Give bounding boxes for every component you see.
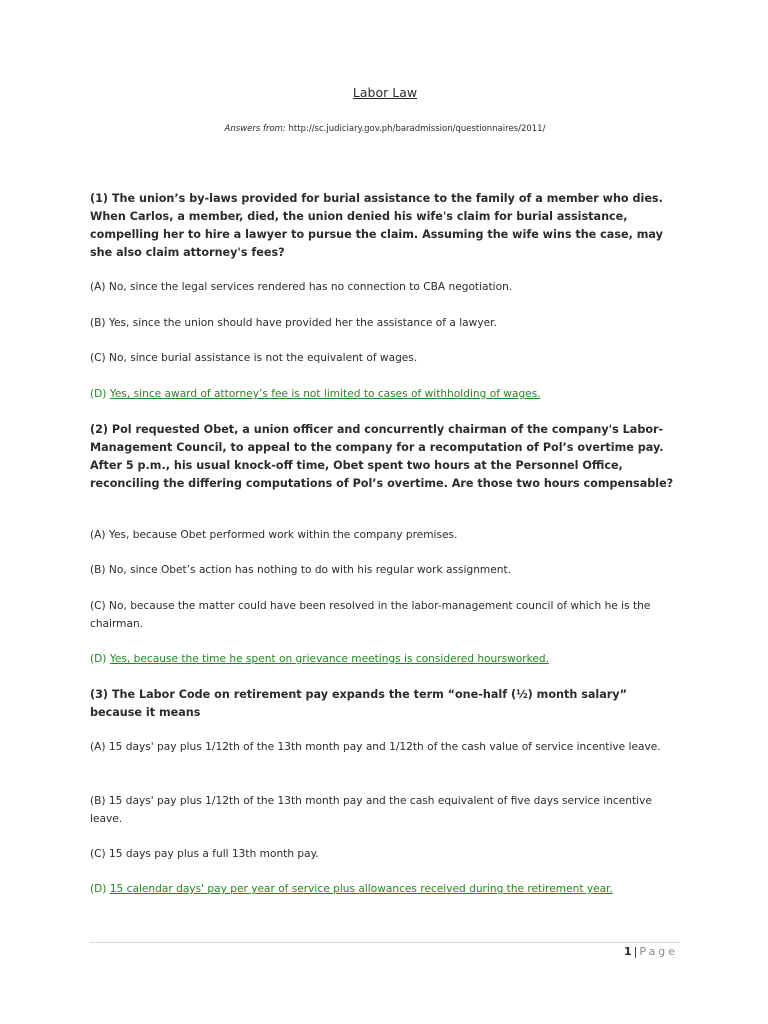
question-1-option-b	[90, 315, 680, 333]
page-number: 1	[623, 945, 632, 958]
question-1-option-a	[90, 279, 680, 297]
question-2-option-d-answer	[90, 651, 680, 669]
option-text: No, since Obet’s action has nothing to do with his regular work assignment.	[108, 564, 512, 576]
question-2-option-b	[90, 562, 680, 580]
option-letter: (D)	[90, 653, 107, 665]
page-word: Page	[639, 945, 678, 958]
question-3-option-a	[90, 739, 680, 757]
option-text: No, since burial assistance is not the equivalent of wages.	[109, 352, 418, 364]
page-footer	[624, 945, 678, 958]
option-letter: (B)	[90, 564, 106, 576]
option-letter: (D)	[90, 388, 107, 400]
option-letter: (A)	[90, 281, 106, 293]
question-2: (2) Pol requested Obet, a union officer and concurrently chairman of the company's Labor-Management Council, to appeal to the company for a recomputation of Pol’s overtime pay. After 5 p.m., his usual knock-off time, Obet spent two hours at the Personnel Office, reconciling the differing computations of Pol’s overtime. Are those two hours compensable?	[90, 423, 674, 490]
question-1: (1) The union’s by-laws provided for burial assistance to the family of a member who dies. When Carlos, a member, died, the union denied his wife's claim for burial assistance, compelling her to hire a lawyer to pursue the claim. Assuming the wife wins the case, may she also claim attorney's fees?	[90, 192, 663, 259]
option-letter: (A)	[90, 529, 106, 541]
option-letter: (C)	[90, 352, 106, 364]
source-label: Answers from:	[224, 124, 286, 134]
question-3-option-b	[90, 793, 680, 828]
option-letter: (B)	[90, 317, 106, 329]
option-text: 15 days' pay plus 1/12th of the 13th month pay and 1/12th of the cash value of service incentive leave.	[108, 741, 661, 753]
document-title: Labor Law	[352, 85, 418, 100]
source-url: http://sc.judiciary.gov.ph/baradmission/questionnaires/2011/	[288, 124, 546, 134]
option-text: Yes, because Obet performed work within the company premises.	[108, 529, 458, 541]
option-letter: (C)	[90, 600, 106, 612]
question-2-option-a	[90, 527, 680, 545]
option-text: No, since the legal services rendered has no connection to CBA negotiation.	[108, 281, 513, 293]
question-1-option-d-answer	[90, 386, 680, 404]
footer-divider	[90, 942, 680, 943]
source-line	[90, 124, 680, 134]
footer-separator: |	[633, 945, 638, 958]
question-1-option-c	[90, 350, 680, 368]
question-3-option-c	[90, 846, 680, 864]
option-letter: (D)	[90, 883, 107, 895]
option-text: 15 calendar days' pay per year of service plus allowances received during the retirement year.	[109, 883, 613, 895]
option-text: 15 days' pay plus 1/12th of the 13th month pay and the cash equivalent of five days service incentive leave.	[90, 795, 652, 825]
question-3-option-d-answer	[90, 881, 680, 899]
option-letter: (A)	[90, 741, 106, 753]
option-letter: (C)	[90, 848, 106, 860]
option-text: 15 days pay plus a full 13th month pay.	[109, 848, 319, 860]
question-3: (3) The Labor Code on retirement pay expands the term “one-half (½) month salary” because it means	[90, 688, 627, 719]
option-text: Yes, since award of attorney’s fee is not limited to cases of withholding of wages.	[109, 388, 541, 400]
option-letter: (B)	[90, 795, 106, 807]
option-text: Yes, because the time he spent on grievance meetings is considered hoursworked.	[109, 653, 549, 665]
option-text: Yes, since the union should have provided her the assistance of a lawyer.	[108, 317, 497, 329]
question-2-option-c	[90, 598, 680, 633]
option-text: No, because the matter could have been resolved in the labor-management council of which he is the chairman.	[90, 600, 651, 630]
